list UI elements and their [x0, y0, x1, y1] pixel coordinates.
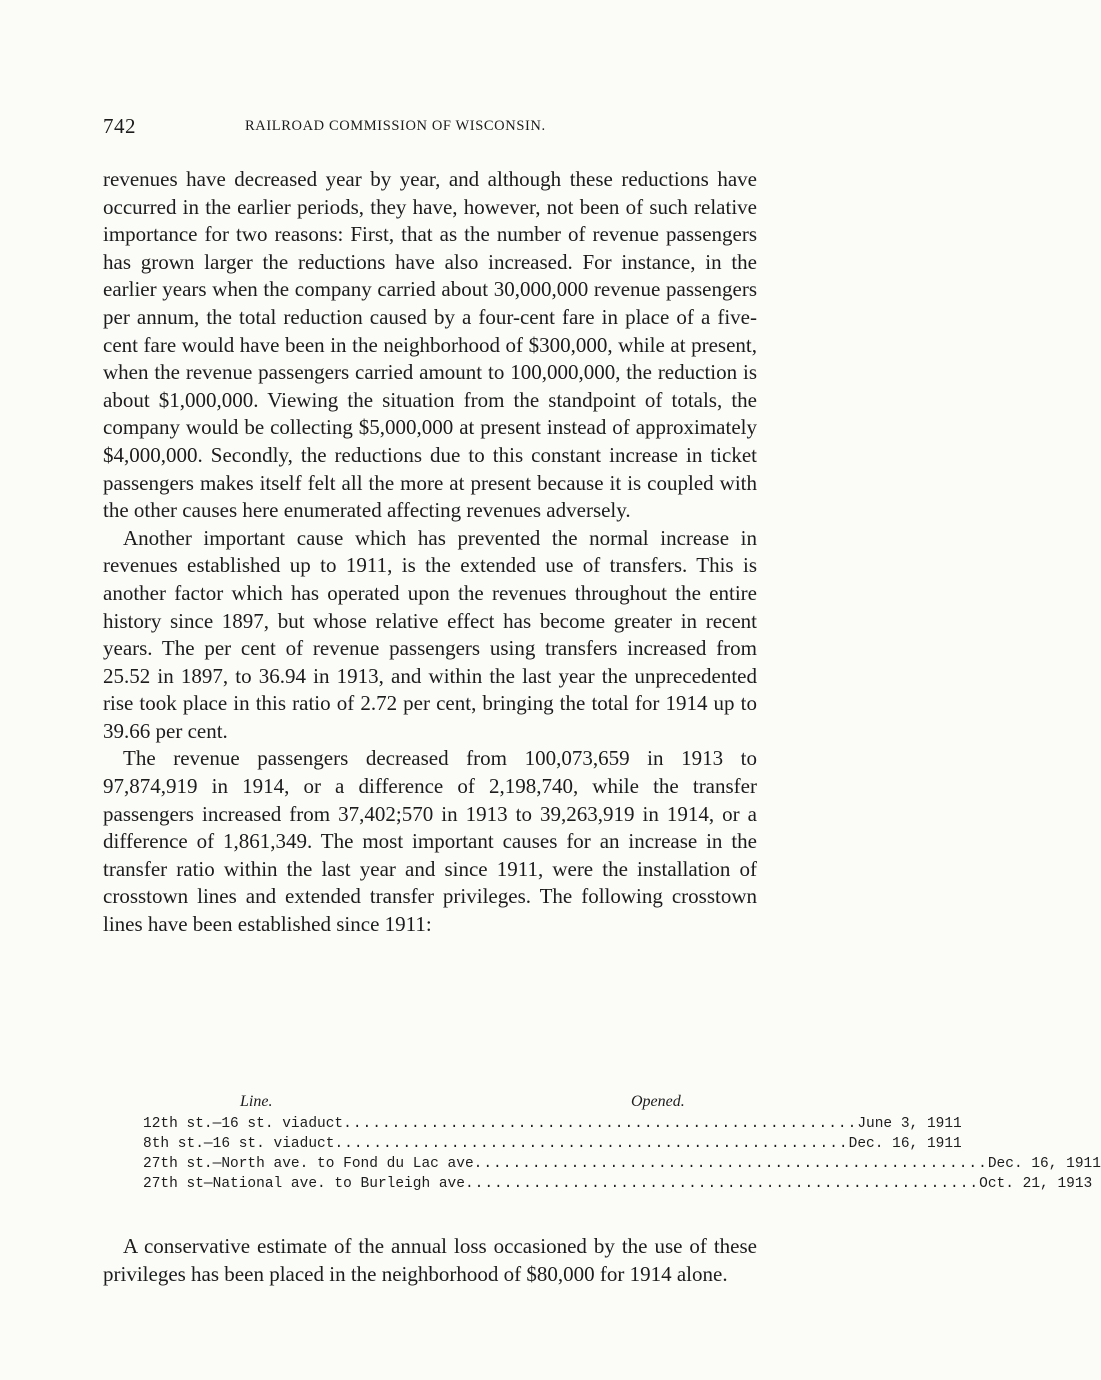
leader-dots: ..................................................... [464, 1176, 980, 1192]
body-text [103, 166, 757, 939]
crosstown-lines-table [143, 1092, 1101, 1194]
table-row [143, 1134, 962, 1154]
paragraph-2: Another important cause which has prevented the normal increase in revenues established up to 1911, is the extended use of transfers. This is another factor which has operated upon the revenues throughout the entire history since 1897, but whose relative effect has become greater in recent years. The per cent of revenue passengers using transfers increased from 25.52 in 1897, to 36.94 in 1913, and within the last year the unprecedented rise took place in this ratio of 2.72 per cent, bringing the total for 1914 up to 39.66 per cent. [103, 525, 757, 743]
row-opened: Dec. 16, 1911 [848, 1136, 962, 1152]
row-line: 12th st.—16 st. viaduct [143, 1116, 344, 1132]
row-line: 27th st—National ave. to Burleigh ave [143, 1176, 465, 1192]
paragraph-1: revenues have decreased year by year, and although these reductions have occurred in the earlier periods, they have, however, not been of such relative importance for two reasons: First, that as the number of revenue passengers has grown larger the reductions have also increased. For instance, in the earlier years when the company carried about 30,000,000 revenue passengers per annum, the total reduction caused by a four-cent fare in place of a five-cent fare would have been in the neighborhood of $300,000, while at present, when the revenue passengers carried amount to 100,000,000, the reduction is about $1,000,000. Viewing the situation from the standpoint of totals, the company would be collecting $5,000,000 at present instead of approximately $4,000,000. Secondly, the reductions due to this constant increase in ticket passengers makes itself felt all the more at present because it is coupled with the other causes here enumerated affecting revenues adversely. [103, 167, 757, 523]
paragraph-3: The revenue passengers decreased from 100,073,659 in 1913 to 97,874,919 in 1914, or a difference of 2,198,740, while the transfer passengers increased from 37,402;570 in 1913 to 39,263,919 in 1914, or a difference of 1,861,349. The most important causes for an increase in the transfer ratio within the last year and since 1911, were the installation of crosstown lines and extended transfer privileges. The following crosstown lines have been established since 1911: [103, 746, 757, 937]
row-opened: Dec. 16, 1911 [987, 1156, 1101, 1172]
column-header-line: Line. [240, 1093, 273, 1110]
leader-dots: ..................................................... [473, 1156, 988, 1172]
table-row [143, 1154, 1101, 1174]
row-line: 27th st.—North ave. to Fond du Lac ave [143, 1156, 474, 1172]
row-opened: June 3, 1911 [857, 1116, 962, 1132]
table-row [143, 1174, 1093, 1194]
column-header-opened: Opened. [631, 1093, 685, 1110]
table-row [143, 1114, 962, 1134]
table-header [143, 1092, 723, 1114]
running-head: RAILROAD COMMISSION OF WISCONSIN. [245, 118, 546, 134]
row-opened: Oct. 21, 1913 [979, 1176, 1093, 1192]
closing-paragraph: A conservative estimate of the annual loss occasioned by the use of these privileges has been placed in the neighborhood of $80,000 for 1914 alone. [103, 1234, 757, 1286]
leader-dots: ..................................................... [334, 1136, 849, 1152]
leader-dots: ..................................................... [343, 1116, 858, 1132]
row-line: 8th st.—16 st. viaduct [143, 1136, 335, 1152]
page-header [103, 114, 757, 138]
page-number: 742 [103, 114, 136, 138]
